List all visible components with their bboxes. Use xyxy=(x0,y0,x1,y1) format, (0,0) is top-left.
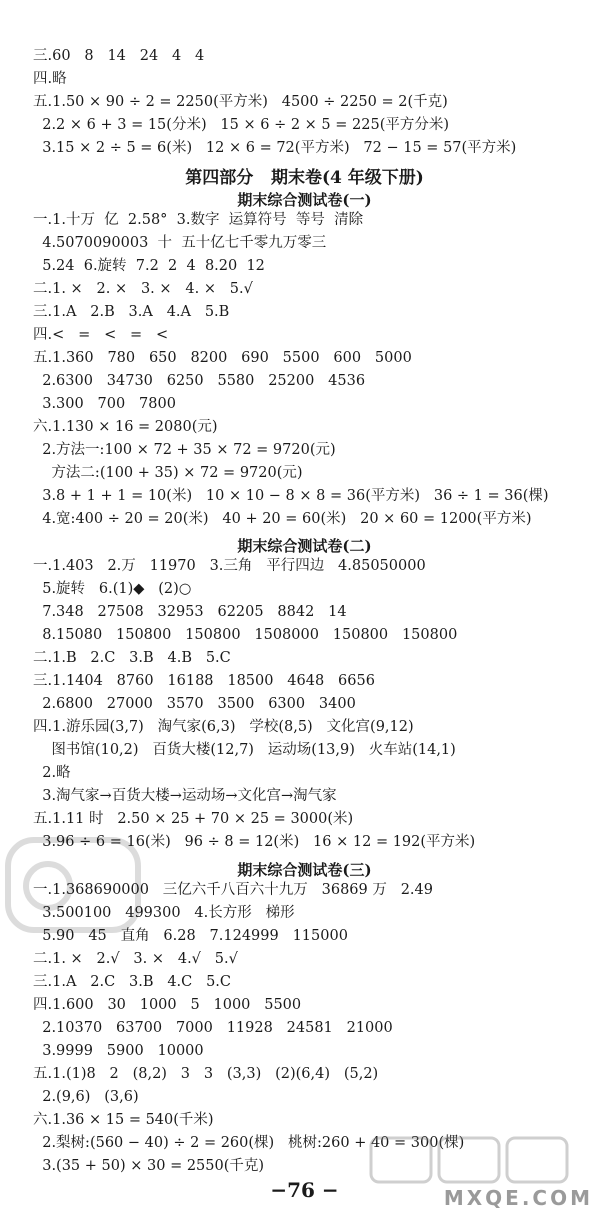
answer-line: 2.2 × 6 + 3 = 15(分米) 15 × 6 ÷ 2 × 5 = 225(平方分米) xyxy=(33,117,450,133)
answer-line: 3.96 ÷ 6 = 16(米) 96 ÷ 8 = 12(米) 16 × 12 = 192(平方米) xyxy=(33,834,476,850)
answer-line: 7.348 27508 32953 62205 8842 14 xyxy=(33,604,347,620)
answer-line: 三.1.1404 8760 16188 18500 4648 6656 xyxy=(33,673,375,689)
answer-line: 3.500100 499300 4.长方形 梯形 xyxy=(33,905,295,921)
answer-line: 2.(9,6) (3,6) xyxy=(33,1089,139,1105)
answer-line: 3.8 + 1 + 1 = 10(米) 10 × 10 − 8 × 8 = 36(平方米) 36 ÷ 1 = 36(棵) xyxy=(33,488,549,504)
answer-line: 四.1.600 30 1000 5 1000 5500 xyxy=(33,997,302,1013)
answer-line: 3.15 × 2 ÷ 5 = 6(米) 12 × 6 = 72(平方米) 72 − 15 = 57(平方米) xyxy=(33,140,517,156)
section-title: 第四部分 期末卷(4 年级下册) xyxy=(185,168,424,188)
answer-line: 四.略 xyxy=(33,71,67,87)
watermark-text: MXQE.COM xyxy=(443,1186,593,1210)
answer-line: 3.300 700 7800 xyxy=(33,396,176,412)
page-number: −76 − xyxy=(270,1178,339,1202)
answer-line: 2.6300 34730 6250 5580 25200 4536 xyxy=(33,373,366,389)
answer-line: 2.6800 27000 3570 3500 6300 3400 xyxy=(33,696,356,712)
answer-line: 三.1.A 2.B 3.A 4.A 5.B xyxy=(33,304,230,320)
answer-line: 二.1. × 2.√ 3. × 4.√ 5.√ xyxy=(33,951,238,967)
answer-line: 3.(35 + 50) × 30 = 2550(千克) xyxy=(33,1158,265,1174)
answer-line: 2.方法一:100 × 72 + 35 × 72 = 9720(元) xyxy=(33,442,336,458)
answer-line: 2.梨树:(560 − 40) ÷ 2 = 260(棵) 桃树:260 + 40 = 300(棵) xyxy=(33,1135,465,1151)
answer-line: 一.1.403 2.万 11970 3.三角 平行四边 4.85050000 xyxy=(33,558,426,574)
answer-line: 5.旋转 6.(1)◆ (2)○ xyxy=(33,581,192,597)
answer-line: 三.60 8 14 24 4 4 xyxy=(33,48,205,64)
answer-line: 3.9999 5900 10000 xyxy=(33,1043,204,1059)
answer-line: 四.< = < = < xyxy=(33,327,169,343)
answer-line: 4.宽:400 ÷ 20 = 20(米) 40 + 20 = 60(米) 20 × 60 = 1200(平方米) xyxy=(33,511,532,527)
answer-line: 一.1.368690000 三亿六千八百六十九万 36869 万 2.49 xyxy=(33,882,433,898)
answer-line: 3.淘气家→百货大楼→运动场→文化宫→淘气家 xyxy=(33,788,337,804)
answer-line: 2.10370 63700 7000 11928 24581 21000 xyxy=(33,1020,393,1036)
answer-line: 五.1.360 780 650 8200 690 5500 600 5000 xyxy=(33,350,412,366)
answer-line: 四.1.游乐园(3,7) 淘气家(6,3) 学校(8,5) 文化宫(9,12) xyxy=(33,719,414,735)
answer-line: 8.15080 150800 150800 1508000 150800 150800 xyxy=(33,627,458,643)
answer-line: 4.5070090003 十 五十亿七千零九万零三 xyxy=(33,235,327,251)
answer-line: 2.略 xyxy=(33,765,71,781)
exam-title-2: 期末综合测试卷(二) xyxy=(237,537,372,555)
answer-line: 5.24 6.旋转 7.2 2 4 8.20 12 xyxy=(33,258,265,274)
exam-title-3: 期末综合测试卷(三) xyxy=(237,861,372,879)
answer-line: 5.90 45 直角 6.28 7.124999 115000 xyxy=(33,928,348,944)
answer-line: 二.1. × 2. × 3. × 4. × 5.√ xyxy=(33,281,253,297)
answer-line: 六.1.36 × 15 = 540(千米) xyxy=(33,1112,214,1128)
exam-title-1: 期末综合测试卷(一) xyxy=(237,191,372,209)
answer-line: 图书馆(10,2) 百货大楼(12,7) 运动场(13,9) 火车站(14,1) xyxy=(33,742,456,758)
answer-line: 五.1.11 时 2.50 × 25 + 70 × 25 = 3000(米) xyxy=(33,811,354,827)
answer-line: 五.1.(1)8 2 (8,2) 3 3 (3,3) (2)(6,4) (5,2) xyxy=(33,1066,379,1082)
answer-line: 六.1.130 × 16 = 2080(元) xyxy=(33,419,218,435)
answer-line: 五.1.50 × 90 ÷ 2 = 2250(平方米) 4500 ÷ 2250 = 2(千克) xyxy=(33,94,448,110)
answer-line: 三.1.A 2.C 3.B 4.C 5.C xyxy=(33,974,232,990)
answer-line: 方法二:(100 + 35) × 72 = 9720(元) xyxy=(33,465,303,481)
answer-line: 一.1.十万 亿 2.58° 3.数字 运算符号 等号 清除 xyxy=(33,212,364,228)
answer-line: 二.1.B 2.C 3.B 4.B 5.C xyxy=(33,650,231,666)
